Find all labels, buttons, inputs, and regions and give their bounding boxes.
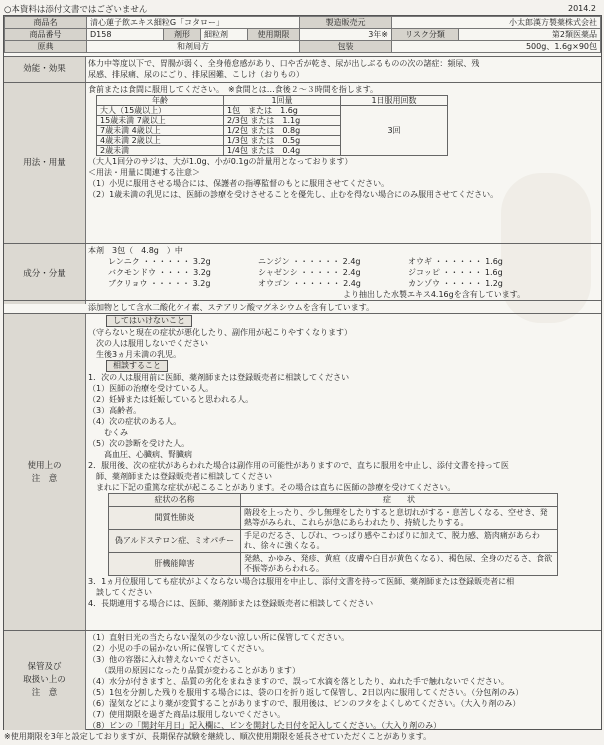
storage-line: （誤用の原因になったり品質が変わることがあります）	[88, 666, 300, 675]
consult-line: （5）次の診断を受けた人。	[88, 439, 190, 448]
dosage-amount: 2/3包 または 1.1g	[224, 116, 341, 126]
ingredient-item: オウゴン ・・・・・・ 2.4g	[258, 279, 361, 288]
storage-line: （1）直射日光の当たらない湿気の少ない涼しい所に保管してください。	[88, 633, 350, 642]
dosage-age: 大人（15歳以上）	[97, 106, 224, 116]
related-note: （1）小児に服用させる場合には、保護者の指導監督のもとに服用させてください。	[88, 179, 390, 188]
after-line: 3．1ヵ月位服用しても症状がよくならない場合は服用を中止し、添付文書を持って医師、薬剤師または登録販売者に相	[88, 577, 515, 586]
efficacy-label: 効能・効果	[4, 57, 86, 82]
dosage-intro: 食前または食間に服用してください。 ※食間とは…食後２～３時間を指します。	[88, 85, 379, 94]
ingredient-item: ニンジン ・・・・・・ 2.4g	[258, 257, 361, 266]
dosage-section	[4, 82, 601, 244]
notice-text: ○本資料は添付文書ではございません	[4, 5, 148, 15]
side-effect-name: 間質性肺炎	[109, 507, 241, 530]
storage-line: （8）ビンの「開封年月日」記入欄に、ビンを開封した日付を記入してください。（大入り剤のみ）	[88, 721, 442, 730]
dosage-col-once: 1回量	[224, 96, 341, 106]
product-name: 清心蓮子飲エキス細粒G「コタロー」	[87, 17, 300, 29]
side-col-name: 症状の名称	[109, 494, 241, 507]
pack-value: 500g、1.6g×90包	[392, 41, 601, 53]
dosage-amount: 1包 または 1.6g	[224, 106, 341, 116]
source-label: 原典	[5, 41, 87, 53]
side-col-symptom: 症 状	[241, 494, 558, 507]
ingredient-item: レンニク ・・・・・・ 3.2g	[108, 257, 211, 266]
product-sheet	[3, 15, 602, 730]
storage-line: （4）水分が付きますと、品質の劣化をまねきますので、誤って水滴を落としたり、ぬれた手で触れないでください。	[88, 677, 509, 686]
efficacy-section	[4, 56, 601, 82]
form-label: 剤形	[164, 29, 201, 41]
dont-title: してはいけないこと	[106, 315, 192, 327]
consult-line: （3）高齢者。	[88, 406, 142, 415]
dont-line: 生後3ヵ月未満の乳児。	[88, 350, 182, 359]
spoon-note: （大人1回分のサジは、大が1.0g、小が0.1gの計量用となっております）	[88, 157, 353, 166]
ingredient-grid	[108, 256, 598, 289]
side-effect-symptom: 階段を上ったり、少し無理をしたりすると息切れがする・息苦しくなる、空せき、発熱等がみられ、これらが急にあらわれたり、持続したりする。	[241, 507, 558, 530]
after-line: 4．長期連用する場合には、医師、薬剤師または登録販売者に相談してください	[88, 599, 374, 608]
storage-line: （3）他の容器に入れ替えないでください。	[88, 655, 246, 664]
consult-line: まれに下記の重篤な症状が起こることがあります。その場合は直ちに医師の診療を受けてください。	[88, 483, 456, 492]
ingredient-item: オウギ ・・・・・・ 1.6g	[408, 257, 503, 266]
consult-line: （1）医師の治療を受けている人。	[88, 384, 214, 393]
ingredient-item: ジコッピ ・・・・・ 1.6g	[408, 268, 503, 277]
dont-line: 次の人は服用しないでください	[88, 339, 208, 348]
issue-date: 2014.2	[568, 4, 596, 13]
code-label: 商品番号	[5, 29, 87, 41]
consult-line: むくみ	[88, 428, 128, 437]
dosage-amount: 1/2包 または 0.8g	[224, 126, 341, 136]
dosage-col-times: 1日服用回数	[341, 96, 448, 106]
dosage-amount: 1/3包 または 0.5g	[224, 136, 341, 146]
risk-value: 第2類医薬品	[459, 29, 601, 41]
related-note: （2）1歳未満の乳児には、医師の診療を受けさせることを優先し、止むを得ない場合にのみ服用させてください。	[88, 190, 499, 199]
storage-line: （6）湿気などにより薬が変質することがありますので、服用後は、ビンのフタをよくしめてください。（大入り剤のみ）	[88, 699, 521, 708]
storage-line: （5）1包を分割した残りを服用する場合には、袋の口を折り返して保管し、2日以内に服用してください。（分包剤のみ）	[88, 688, 524, 697]
dosage-amount: 1/4包 または 0.4g	[224, 146, 341, 156]
ingredient-item: カンゾウ ・・・・・ 1.2g	[408, 279, 503, 288]
cautions-label: 使用上の 注 意	[4, 314, 86, 631]
additives-row	[4, 300, 601, 314]
consult-title: 相談すること	[106, 360, 168, 372]
consult-line: （2）妊婦または妊娠していると思われる人。	[88, 395, 254, 404]
storage-section	[4, 630, 601, 730]
side-effect-symptom: 発熱、かゆみ、発疹、黄疸（皮膚や白目が黄色くなる）、褐色尿、全身のだるさ、食欲不振等があらわれる。	[241, 553, 558, 576]
source-value: 和剤局方	[87, 41, 300, 53]
dont-line: （守らないと現在の症状が悪化したり、副作用が起こりやすくなります）	[88, 328, 352, 337]
additives-note: 添加物として含水二酸化ケイ素、ステアリン酸マグネシウムを含有しています。	[88, 303, 375, 312]
efficacy-line: 尿感、排尿痛、尿のにごり、排尿困難、こしけ（おりもの）	[88, 70, 304, 79]
consult-line: 師、薬剤師または登録販売者に相談してください	[88, 472, 272, 481]
header-table	[4, 16, 601, 53]
extract-note: より抽出した水製エキス4.16gを含有しています。	[343, 290, 526, 299]
dosage-age: 2歳未満	[97, 146, 224, 156]
product-name-label: 商品名	[5, 17, 87, 29]
ingredient-item: ブクリョウ ・・・・・ 3.2g	[108, 279, 211, 288]
dosage-age: 4歳未満 2歳以上	[97, 136, 224, 146]
ingredient-item: バクモンドウ ・・・・ 3.2g	[108, 268, 211, 277]
storage-label: 保管及び 取扱い上の 注 意	[4, 631, 86, 730]
dosage-table	[96, 95, 448, 156]
side-effect-name: 肝機能障害	[109, 553, 241, 576]
ingredients-section	[4, 243, 601, 304]
expiry-value: 3年※	[300, 29, 392, 41]
maker: 小太郎漢方製薬株式会社	[392, 17, 601, 29]
risk-label: リスク分類	[392, 29, 459, 41]
maker-label: 製造販売元	[300, 17, 392, 29]
form-value: 細粒剤	[201, 29, 248, 41]
ingredients-head: 本剤 3包（ 4.8g ）中	[88, 246, 183, 255]
ingredient-item: シャゼンシ ・・・・・ 2.4g	[258, 268, 361, 277]
consult-line: （4）次の症状のある人。	[88, 417, 182, 426]
storage-line: （2）小児の手の届かない所に保管してください。	[88, 644, 270, 653]
related-title: ＜用法・用量に関連する注意＞	[88, 168, 200, 177]
dosage-label: 用法・用量	[4, 83, 86, 244]
footer-note: ※使用期限を3年と設定しておりますが、長期保存試験を継続し、順次使用期限を延長させていただくことがあります。	[4, 732, 432, 741]
product-code: D158	[87, 29, 164, 41]
expiry-label: 使用期限	[248, 29, 300, 41]
dosage-age: 15歳未満 7歳以上	[97, 116, 224, 126]
storage-line: （7）使用期限を過ぎた商品は服用しないでください。	[88, 710, 286, 719]
efficacy-line: 体力中等度以下で、胃腸が弱く、全身倦怠感があり、口や舌が乾き、尿が出しぶるものの次の諸症：頻尿、残	[88, 59, 480, 68]
side-effect-symptom: 手足のだるさ、しびれ、つっぱり感やこわばりに加えて、脱力感、筋肉痛があらわれ、徐々に強くなる。	[241, 530, 558, 553]
consult-line: 1．次の人は服用前に医師、薬剤師または登録販売者に相談してください	[88, 373, 350, 382]
side-effect-table	[108, 493, 558, 576]
consult-line: 高血圧、心臓病、腎臓病	[88, 450, 192, 459]
dosage-col-age: 年齢	[97, 96, 224, 106]
side-effect-name: 偽アルドステロン症、ミオパチー	[109, 530, 241, 553]
cautions-section	[4, 313, 601, 631]
consult-line: 2．服用後、次の症状があらわれた場合は副作用の可能性がありますので、直ちに服用を中止し、添付文書を持って医	[88, 461, 509, 470]
ingredients-label: 成分・分量	[4, 244, 86, 304]
dosage-times: 3回	[341, 106, 448, 156]
pack-label: 包装	[300, 41, 392, 53]
dosage-age: 7歳未満 4歳以上	[97, 126, 224, 136]
after-line: 談してください	[88, 588, 152, 597]
